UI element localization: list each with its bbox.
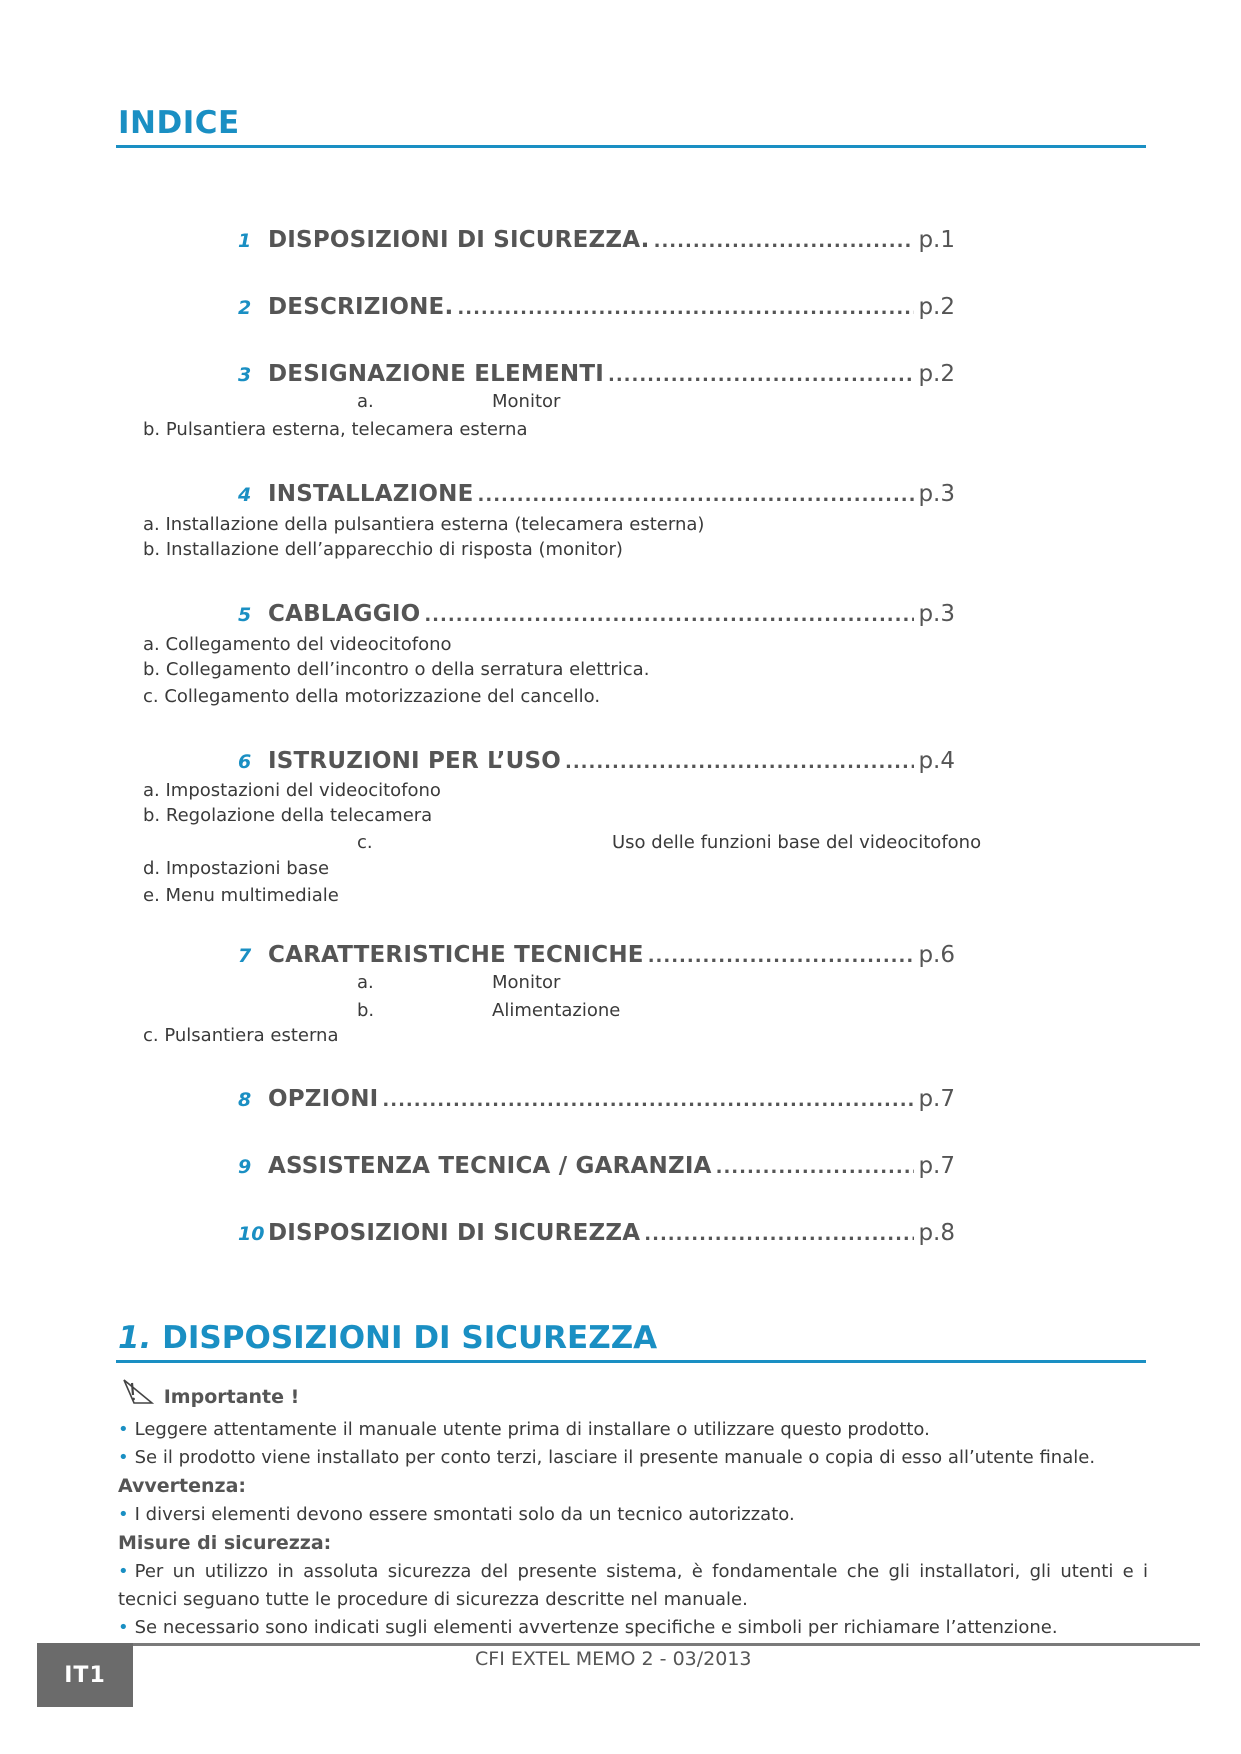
section-title <box>118 1320 657 1356</box>
toc-leader <box>565 752 914 773</box>
list-item: • Leggere attentamente il manuale utente prima di installare o utilizzare questo prodotto. <box>118 1419 930 1440</box>
toc-title: OPZIONI <box>268 1086 379 1112</box>
toc-number: 8 <box>238 1089 252 1111</box>
toc-sub-item: b. Installazione dell’apparecchio di risposta (monitor) <box>143 539 623 560</box>
toc-title: ISTRUZIONI PER L’USO <box>268 748 561 774</box>
important-label: Importante ! <box>163 1386 300 1408</box>
toc-sub-letter: a. <box>357 391 374 412</box>
toc-number: 7 <box>238 945 252 967</box>
toc-page: p.3 <box>918 601 955 627</box>
toc-number: 2 <box>238 297 252 319</box>
list-item: • Per un utilizzo in assoluta sicurezza del presente sistema, è fondamentale che gli installatori, gli utenti e i tecnici seguano tutte le procedure di sicurezza descritte nel manuale. <box>118 1561 1148 1610</box>
toc-entry[interactable] <box>238 481 955 515</box>
toc-page: p.1 <box>918 227 955 253</box>
toc-sub-item: d. Impostazioni base <box>143 858 330 879</box>
toc-entry[interactable] <box>238 601 955 635</box>
toc-leader <box>424 605 914 626</box>
toc-entry[interactable] <box>238 361 955 395</box>
toc-sub-item: Alimentazione <box>492 1000 621 1021</box>
safety-label: Misure di sicurezza: <box>118 1532 332 1554</box>
toc-sub-item: a. Installazione della pulsantiera esterna (telecamera esterna) <box>143 514 705 535</box>
toc-page: p.2 <box>918 361 955 387</box>
toc-sub-item: e. Menu multimediale <box>143 885 339 906</box>
section-rule <box>116 1360 1146 1363</box>
toc-title: CARATTERISTICHE TECNICHE <box>268 942 644 968</box>
toc-sub-item: a. Collegamento del videocitofono <box>143 634 452 655</box>
toc-sub-letter: b. <box>357 1000 375 1021</box>
toc-entry[interactable] <box>238 748 955 782</box>
toc-number: 1 <box>238 230 252 252</box>
toc-number: 9 <box>238 1156 252 1178</box>
warning-triangle-icon <box>118 1377 154 1416</box>
toc-sub-item: a. Impostazioni del videocitofono <box>143 780 441 801</box>
toc-page: p.2 <box>918 294 955 320</box>
toc-sub-item: b. Collegamento dell’incontro o della serratura elettrica. <box>143 659 650 680</box>
toc-leader <box>648 946 915 967</box>
toc-sub-item: b. Pulsantiera esterna, telecamera esterna <box>143 419 528 440</box>
toc-sub-item: Monitor <box>492 972 561 993</box>
toc-title: DISPOSIZIONI DI SICUREZZA. <box>268 227 650 253</box>
list-item: • Se necessario sono indicati sugli elementi avvertenze specifiche e simboli per richiamare l’attenzione. <box>118 1617 1058 1638</box>
toc-page: p.7 <box>918 1153 955 1179</box>
toc-entry[interactable] <box>238 942 955 976</box>
toc-title: DESCRIZIONE. <box>268 294 454 320</box>
toc-page: p.4 <box>918 748 955 774</box>
toc-leader <box>382 1090 914 1111</box>
list-item: • Se il prodotto viene installato per conto terzi, lasciare il presente manuale o copia di esso all’utente finale. <box>118 1447 1096 1468</box>
toc-leader <box>608 365 914 386</box>
toc-sub-item: Uso delle funzioni base del videocitofono <box>612 832 982 853</box>
index-rule <box>116 145 1146 148</box>
footer-rule <box>133 1643 1200 1646</box>
toc-sub-item: c. Collegamento della motorizzazione del cancello. <box>143 686 601 707</box>
warning-label: Avvertenza: <box>118 1475 247 1497</box>
footer-doc-label: CFI EXTEL MEMO 2 - 03/2013 <box>475 1648 752 1670</box>
toc-sub-letter: c. <box>357 832 373 853</box>
toc-leader <box>644 1224 914 1245</box>
list-item: • I diversi elementi devono essere smontati solo da un tecnico autorizzato. <box>118 1504 795 1525</box>
section-body <box>118 1377 1148 1642</box>
toc-entry[interactable] <box>238 227 955 261</box>
section-number: 1. <box>118 1320 152 1356</box>
toc-leader <box>654 231 915 252</box>
toc-number: 5 <box>238 604 252 626</box>
toc-number: 4 <box>238 484 252 506</box>
toc-page: p.6 <box>918 942 955 968</box>
toc-number: 6 <box>238 751 252 773</box>
toc-title: INSTALLAZIONE <box>268 481 474 507</box>
toc-entry[interactable] <box>238 1220 955 1254</box>
toc-leader <box>457 298 914 319</box>
toc-title: ASSISTENZA TECNICA / GARANZIA <box>268 1153 712 1179</box>
toc-page: p.8 <box>918 1220 955 1246</box>
index-title: INDICE <box>118 105 240 141</box>
toc-leader <box>716 1157 915 1178</box>
toc-number: 3 <box>238 364 252 386</box>
toc-sub-item: c. Pulsantiera esterna <box>143 1025 339 1046</box>
toc-title: CABLAGGIO <box>268 601 421 627</box>
toc-sub-letter: a. <box>357 972 374 993</box>
toc-leader <box>478 485 915 506</box>
language-page-tab: IT1 <box>37 1643 133 1707</box>
toc-page: p.3 <box>918 481 955 507</box>
toc-title: DISPOSIZIONI DI SICUREZZA <box>268 1220 641 1246</box>
toc-entry[interactable] <box>238 1086 955 1120</box>
toc-entry[interactable] <box>238 1153 955 1187</box>
toc-entry[interactable] <box>238 294 955 328</box>
toc-sub-item: b. Regolazione della telecamera <box>143 805 433 826</box>
toc-title: DESIGNAZIONE ELEMENTI <box>268 361 604 387</box>
section-title-text: DISPOSIZIONI DI SICUREZZA <box>162 1320 658 1356</box>
toc-sub-item: Monitor <box>492 391 561 412</box>
toc-number: 10 <box>238 1223 265 1245</box>
toc-page: p.7 <box>918 1086 955 1112</box>
